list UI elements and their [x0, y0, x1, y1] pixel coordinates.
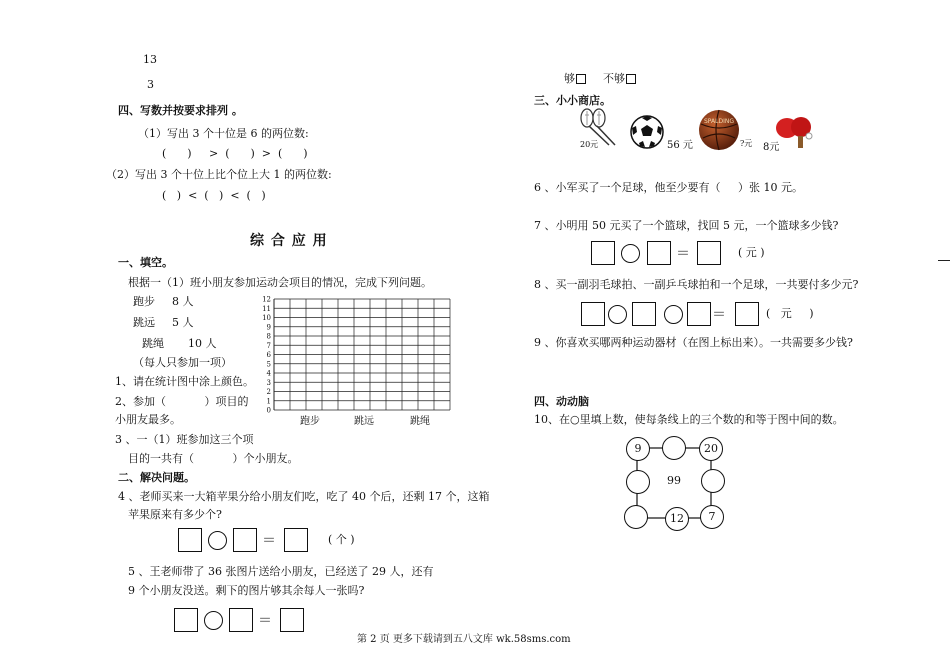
not-enough-option: 不够: [603, 72, 636, 85]
section4-question2: （2）写出 3 个十位上比个位上大 1 的两位数:: [106, 168, 332, 181]
y-tick-label: 8: [266, 332, 271, 341]
y-tick-label: 11: [262, 304, 271, 313]
puzzle-node-middle-left[interactable]: [626, 470, 650, 494]
item-longjump-count: 5 人: [172, 316, 194, 329]
shop-title: 三、小小商店。: [534, 94, 611, 107]
brain-title: 四、动动脑: [534, 395, 589, 408]
answer-box[interactable]: [632, 302, 656, 326]
answer-box[interactable]: [697, 241, 721, 265]
y-tick-label: 6: [266, 351, 271, 359]
problem10: 10、在○里填上数，使每条线上的三个数的和等于图中间的数。: [534, 413, 844, 426]
basketball-price: ?元: [740, 139, 753, 148]
football-price: 56 元: [667, 140, 693, 151]
section4-title: 四、写数并按要求排列 。: [118, 104, 243, 117]
item-run-count: 8 人: [172, 295, 194, 308]
problem5-line1: 5 、王老师带了 36 张图片送给小朋友，已经送了 29 人，还有: [128, 565, 434, 578]
problem8-unit: ( 元 ): [766, 307, 814, 320]
soccer-ball-icon: [629, 114, 665, 150]
operator-circle[interactable]: [664, 305, 683, 324]
bar-chart-grid: [260, 292, 460, 438]
answer-box[interactable]: [233, 528, 257, 552]
question1: 1、请在统计图中涂上颜色。: [115, 375, 254, 388]
operator-circle[interactable]: [621, 244, 640, 263]
x-category-label: 跳绳: [410, 416, 430, 427]
x-category-label: 跳远: [354, 416, 374, 427]
answer-box[interactable]: [591, 241, 615, 265]
question2-line2: 小朋友最多。: [115, 413, 181, 426]
pingpong-price: 8元: [763, 142, 780, 153]
problem4-line2: 苹果原来有多少个?: [128, 508, 222, 521]
item-run-name: 跑步: [133, 295, 155, 308]
question3-line1: 3 、一（1）班参加这三个项: [115, 433, 254, 446]
puzzle-node-top-right[interactable]: 20: [699, 437, 723, 461]
y-tick-label: 3: [266, 378, 271, 387]
enough-checkbox[interactable]: [576, 74, 586, 84]
puzzle-node-top-middle[interactable]: [662, 436, 686, 460]
operator-circle[interactable]: [204, 611, 223, 630]
basketball-icon: [697, 108, 741, 152]
puzzle-node-bottom-right[interactable]: 7: [700, 505, 724, 529]
puzzle-node-top-left[interactable]: 9: [626, 437, 650, 461]
question2-line1: 2、参加（ ）项目的: [115, 395, 249, 408]
answer-box[interactable]: [581, 302, 605, 326]
section4-question1-blanks: ( ) > ( ) > ( ): [162, 147, 308, 160]
answer-box[interactable]: [280, 608, 304, 632]
fill-blanks-title: 一、填空。: [118, 256, 173, 269]
puzzle-node-bottom-left[interactable]: [624, 505, 648, 529]
equals-sign: ＝: [258, 613, 272, 629]
question3-line2: 目的一共有（ ）个小朋友。: [128, 452, 299, 465]
basketball-brand: SPALDING: [704, 118, 735, 125]
badminton-price: 20元: [580, 140, 599, 149]
top-number-13: 13: [143, 53, 157, 66]
y-tick-label: 12: [262, 295, 271, 304]
top-number-3: 3: [147, 78, 154, 91]
enough-option: 够: [564, 72, 586, 85]
problem9: 9 、你喜欢买哪两种运动器材（在图上标出来）。一共需要多少钱?: [534, 336, 853, 349]
operator-circle[interactable]: [608, 305, 627, 324]
item-rope-name: 跳绳: [142, 337, 164, 350]
y-tick-label: 7: [266, 341, 271, 350]
equals-sign: ＝: [262, 533, 276, 549]
edge-mark: [938, 260, 950, 261]
puzzle-center-number: 99: [667, 474, 681, 487]
operator-circle[interactable]: [208, 531, 227, 550]
puzzle-node-bottom-middle[interactable]: 12: [665, 507, 689, 531]
answer-box[interactable]: [647, 241, 671, 265]
answer-box[interactable]: [284, 528, 308, 552]
fill-intro: 根据一（1）班小朋友参加运动会项目的情况，完成下列问题。: [128, 276, 432, 289]
item-longjump-name: 跳远: [133, 316, 155, 329]
main-title: 综 合 应 用: [250, 233, 328, 249]
note: （每人只参加一项）: [133, 356, 232, 369]
problem4-unit: ( 个 ): [328, 533, 355, 546]
problem4-line1: 4 、老师买来一大箱苹果分给小朋友们吃，吃了 40 个后，还剩 17 个，这箱: [118, 490, 490, 503]
y-tick-label: 4: [266, 369, 271, 378]
problem5-line2: 9 个小朋友没送。剩下的图片够其余每人一张吗?: [128, 584, 365, 597]
y-tick-label: 5: [266, 360, 271, 369]
answer-box[interactable]: [178, 528, 202, 552]
pingpong-paddle-icon: [773, 114, 817, 152]
solve-title: 二、解决问题。: [118, 471, 195, 484]
answer-box[interactable]: [174, 608, 198, 632]
problem7-unit: ( 元 ): [738, 246, 765, 259]
problem6: 6 、小军买了一个足球，他至少要有（ ）张 10 元。: [534, 181, 803, 194]
equals-sign: ＝: [712, 307, 726, 323]
answer-box[interactable]: [229, 608, 253, 632]
puzzle-node-middle-right[interactable]: [701, 469, 725, 493]
not-enough-checkbox[interactable]: [626, 74, 636, 84]
problem8: 8 、买一副羽毛球拍、一副乒乓球拍和一个足球，一共要付多少元?: [534, 278, 859, 291]
answer-box[interactable]: [735, 302, 759, 326]
y-tick-label: 10: [262, 314, 271, 322]
section4-question2-blanks: ( ) < ( ) < ( ): [162, 189, 266, 202]
answer-box[interactable]: [687, 302, 711, 326]
y-tick-label: 9: [266, 323, 271, 332]
x-category-label: 跑步: [300, 416, 320, 427]
item-rope-count: 10 人: [188, 337, 217, 350]
problem7: 7 、小明用 50 元买了一个篮球，找回 5 元，一个篮球多少钱?: [534, 219, 839, 232]
y-tick-label: 1: [266, 397, 271, 406]
y-tick-label: 0: [266, 406, 271, 415]
equals-sign: ＝: [676, 246, 690, 262]
y-tick-label: 2: [266, 388, 271, 396]
section4-question1: （1）写出 3 个十位是 6 的两位数:: [138, 127, 309, 140]
page-footer: 第 2 页 更多下载请到五八文库 wk.58sms.com: [357, 634, 571, 645]
